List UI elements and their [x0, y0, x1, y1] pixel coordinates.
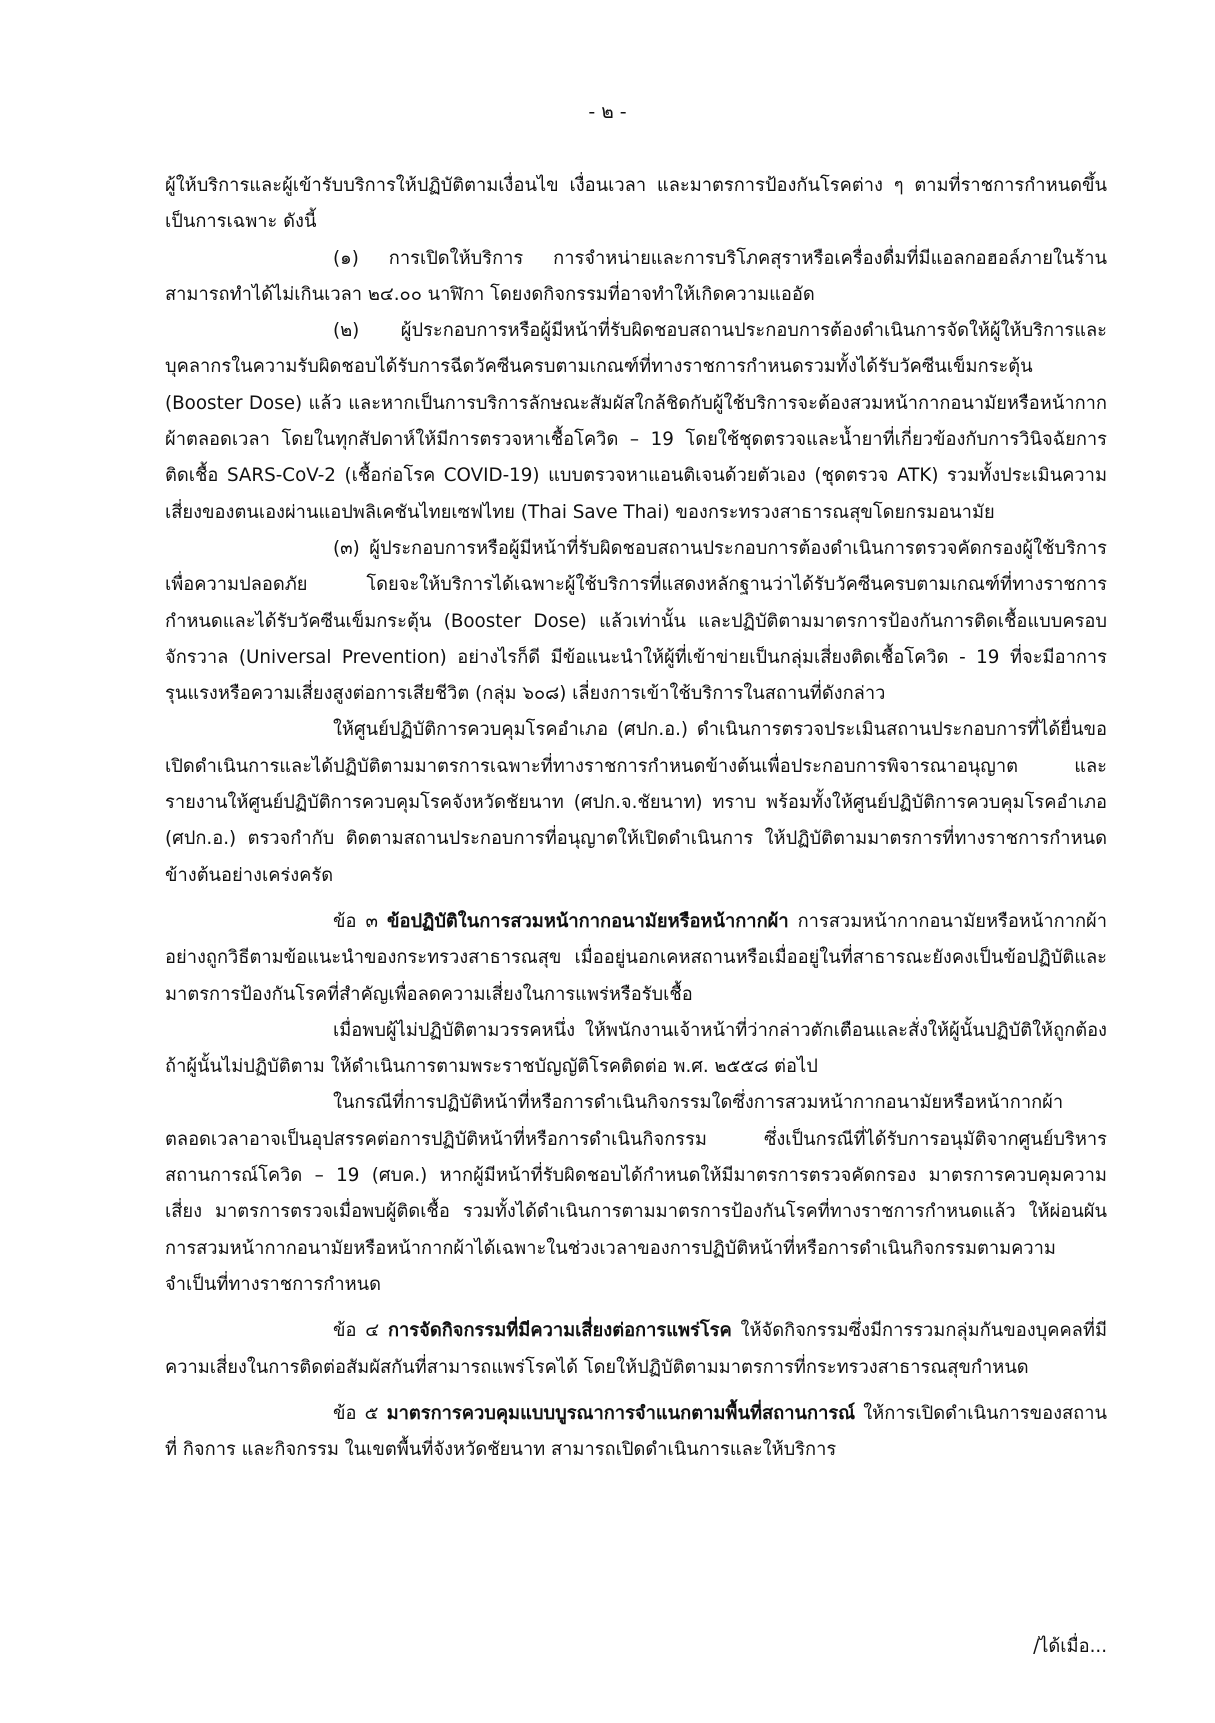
clause-3-text: การสวมหน้ากากอนามัยหรือหน้ากากผ้าอย่างถูกวิธีตามข้อแนะนำของกระทรวงสาธารณสุข เมื่ออยู่นอกเคหสถานหรือเมื่ออยู่ในที่สาธารณะยังคงเป็นข้อปฏิบัติและมาตรการป้องกันโรคที่สำคัญเพื่อลดความเสี่ยงในการแพร่หรือรับเชื้อ	[165, 910, 1108, 1005]
clause-5	[165, 1396, 1107, 1469]
clause-3-number: ข้อ ๓	[333, 910, 378, 932]
clause-3	[165, 904, 1107, 1013]
paragraph-enforcement: เมื่อพบผู้ไม่ปฏิบัติตามวรรคหนึ่ง ให้พนักงานเจ้าหน้าที่ว่ากล่าวตักเตือนและสั่งให้ผู้นั้นปฏิบัติให้ถูกต้อง ถ้าผู้นั้นไม่ปฏิบัติตาม ให้ดำเนินการตามพระราชบัญญัติโรคติดต่อ พ.ศ. ๒๕๕๘ ต่อไป	[165, 1019, 1107, 1078]
paragraph-intro: ผู้ให้บริการและผู้เข้ารับบริการให้ปฏิบัติตามเงื่อนไข เงื่อนเวลา และมาตรการป้องกันโรคต่าง ๆ ตามที่ราชการกำหนดขึ้นเป็นการเฉพาะ ดังนี้	[165, 175, 1107, 233]
paragraph-condition-3: (๓) ผู้ประกอบการหรือผู้มีหน้าที่รับผิดชอบสถานประกอบการต้องดำเนินการตรวจคัดกรองผู้ใช้บริการเพื่อความปลอดภัย โดยจะให้บริการได้เฉพาะผู้ใช้บริการที่แสดงหลักฐานว่าได้รับวัคซีนครบตามเกณฑ์ที่ทางราชการกำหนดและได้รับวัคซีนเข็มกระตุ้น (Booster Dose) แล้วเท่านั้น และปฏิบัติตามมาตรการป้องกันการติดเชื้อแบบครอบจักรวาล (Universal Prevention) อย่างไรก็ดี มีข้อแนะนำให้ผู้ที่เข้าข่ายเป็นกลุ่มเสี่ยงติดเชื้อโควิด - 19 ที่จะมีอาการรุนแรงหรือความเสี่ยงสูงต่อการเสียชีวิต (กลุ่ม ๖๐๘) เลี่ยงการเข้าใช้บริการในสถานที่ดังกล่าว	[165, 537, 1107, 705]
paragraph-inspection: ให้ศูนย์ปฏิบัติการควบคุมโรคอำเภอ (ศปก.อ.) ดำเนินการตรวจประเมินสถานประกอบการที่ได้ยื่นขอเปิดดำเนินการและได้ปฏิบัติตามมาตรการเฉพาะที่ทางราชการกำหนดข้างต้นเพื่อประกอบการพิจารณาอนุญาต และรายงานให้ศูนย์ปฏิบัติการควบคุมโรคจังหวัดชัยนาท (ศปก.จ.ชัยนาท) ทราบ พร้อมทั้งให้ศูนย์ปฏิบัติการควบคุมโรคอำเภอ (ศปก.อ.) ตรวจกำกับ ติดตามสถานประกอบการที่อนุญาตให้เปิดดำเนินการ ให้ปฏิบัติตามมาตรการที่ทางราชการกำหนดข้างต้นอย่างเคร่งครัด	[165, 719, 1107, 886]
clause-4-heading: การจัดกิจกรรมที่มีความเสี่ยงต่อการแพร่โรค	[387, 1320, 732, 1342]
clause-3-heading: ข้อปฏิบัติในการสวมหน้ากากอนามัยหรือหน้ากากผ้า	[386, 910, 789, 932]
paragraph-condition-2: (๒) ผู้ประกอบการหรือผู้มีหน้าที่รับผิดชอบสถานประกอบการต้องดำเนินการจัดให้ผู้ให้บริการและบุคลากรในความรับผิดชอบได้รับการฉีดวัคซีนครบตามเกณฑ์ที่ทางราชการกำหนดรวมทั้งได้รับวัคซีนเข็มกระตุ้น (Booster Dose) แล้ว และหากเป็นการบริการลักษณะสัมผัสใกล้ชิดกับผู้ใช้บริการจะต้องสวมหน้ากากอนามัยหรือหน้ากากผ้าตลอดเวลา โดยในทุกสัปดาห์ให้มีการตรวจหาเชื้อโควิด – 19 โดยใช้ชุดตรวจและน้ำยาที่เกี่ยวข้องกับการวินิจฉัยการติดเชื้อ SARS-CoV-2 (เชื้อก่อโรค COVID-19) แบบตรวจหาแอนติเจนด้วยตัวเอง (ชุดตรวจ ATK) รวมทั้งประเมินความเสี่ยงของตนเองผ่านแอปพลิเคชันไทยเซฟไทย (Thai Save Thai) ของกระทรวงสาธารณสุขโดยกรมอนามัย	[165, 320, 1107, 523]
document-body	[165, 168, 1107, 1468]
clause-4-text: ให้จัดกิจกรรมซึ่งมีการรวมกลุ่มกันของบุคคลที่มีความเสี่ยงในการติดต่อสัมผัสกันที่สามารถแพร่โรคได้ โดยให้ปฏิบัติตามมาตรการที่กระทรวงสาธารณสุขกำหนด	[165, 1320, 1107, 1378]
clause-5-heading: มาตรการควบคุมแบบบูรณาการจำแนกตามพื้นที่สถานการณ์	[386, 1402, 856, 1424]
clause-5-text: ให้การเปิดดำเนินการของสถานที่ กิจการ และกิจกรรม ในเขตพื้นที่จังหวัดชัยนาท สามารถเปิดดำเนินการและให้บริการ	[165, 1402, 1108, 1461]
paragraph-condition-1: (๑) การเปิดให้บริการ การจำหน่ายและการบริโภคสุราหรือเครื่องดื่มที่มีแอลกอฮอล์ภายในร้านสามารถทำได้ไม่เกินเวลา ๒๔.๐๐ นาฬิกา โดยงดกิจกรรมที่อาจทำให้เกิดความแออัด	[165, 247, 1107, 305]
page-number: - ๒ -	[588, 101, 627, 123]
clause-4-number: ข้อ ๔	[333, 1320, 380, 1342]
paragraph-exemption: ในกรณีที่การปฏิบัติหน้าที่หรือการดำเนินกิจกรรมใดซึ่งการสวมหน้ากากอนามัยหรือหน้ากากผ้าตลอดเวลาอาจเป็นอุปสรรคต่อการปฏิบัติหน้าที่หรือการดำเนินกิจกรรม ซึ่งเป็นกรณีที่ได้รับการอนุมัติจากศูนย์บริหารสถานการณ์โควิด – 19 (ศบค.) หากผู้มีหน้าที่รับผิดชอบได้กำหนดให้มีมาตรการตรวจคัดกรอง มาตรการควบคุมความเสี่ยง มาตรการตรวจเมื่อพบผู้ติดเชื้อ รวมทั้งได้ดำเนินการตามมาตรการป้องกันโรคที่ทางราชการกำหนดแล้ว ให้ผ่อนผันการสวมหน้ากากอนามัยหรือหน้ากากผ้าได้เฉพาะในช่วงเวลาของการปฏิบัติหน้าที่หรือการดำเนินกิจกรรมตามความจำเป็นที่ทางราชการกำหนด	[165, 1092, 1107, 1295]
clause-5-number: ข้อ ๕	[333, 1402, 379, 1424]
continuation-marker: /ได้เมื่อ...	[1033, 1636, 1107, 1657]
clause-4	[165, 1313, 1107, 1386]
